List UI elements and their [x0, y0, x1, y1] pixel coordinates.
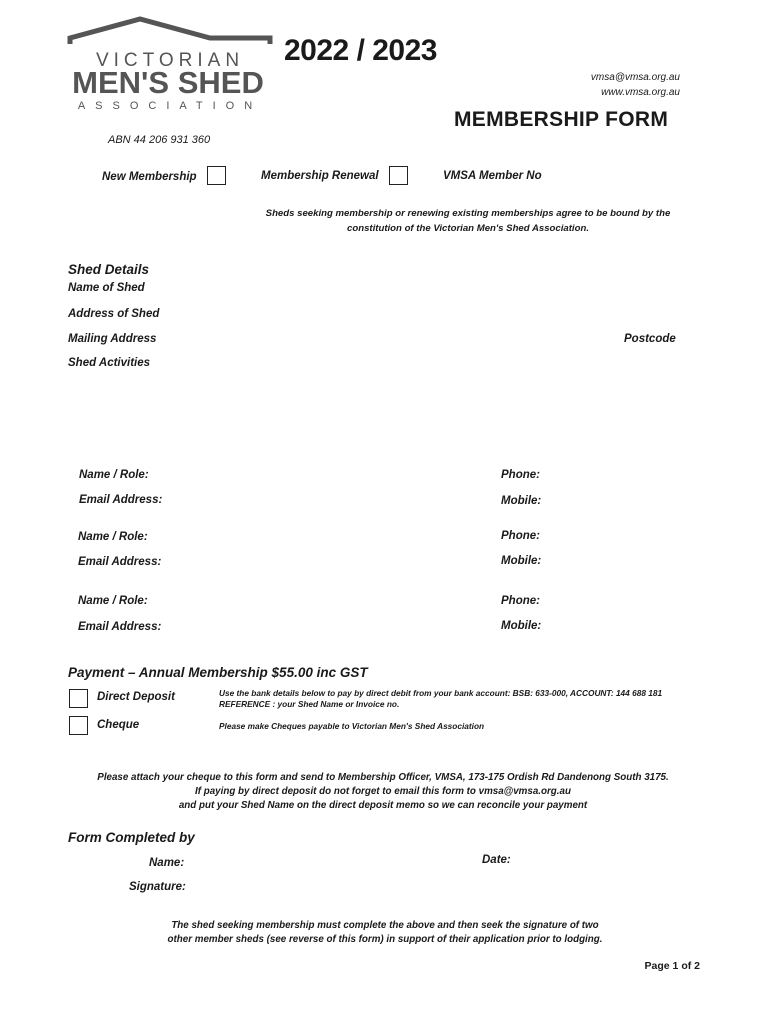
new-membership-label: New Membership: [102, 171, 197, 183]
new-membership-checkbox[interactable]: [207, 166, 226, 185]
direct-deposit-label: Direct Deposit: [97, 691, 175, 703]
contact2-name-role: Name / Role:: [78, 531, 148, 543]
logo-roof: [70, 19, 270, 44]
direct-deposit-info: [219, 688, 662, 710]
contact2-phone: Phone:: [501, 530, 540, 542]
contact2-mobile: Mobile:: [501, 555, 542, 567]
contact3-email: Email Address:: [78, 621, 162, 633]
instructions-line2: If paying by direct deposit do not forget to email this form to vmsa@vmsa.org.au: [195, 786, 571, 797]
membership-renewal-label: Membership Renewal: [261, 170, 379, 182]
contact3-phone: Phone:: [501, 595, 540, 607]
contact2-email: Email Address:: [78, 556, 162, 568]
form-title: MEMBERSHIP FORM: [454, 108, 669, 131]
contact-website[interactable]: www.vmsa.org.au: [601, 87, 680, 98]
cheque-checkbox[interactable]: [69, 716, 88, 735]
abn-number: ABN 44 206 931 360: [108, 134, 211, 146]
shed-activities-label: Shed Activities: [68, 357, 151, 369]
logo-line2: MEN'S SHED: [72, 65, 264, 100]
mailing-address-label: Mailing Address: [68, 333, 157, 345]
logo-line3: ASSOCIATION: [77, 100, 263, 112]
vmsa-logo: [66, 16, 276, 112]
address-of-shed-label: Address of Shed: [68, 308, 160, 320]
membership-renewal-checkbox[interactable]: [389, 166, 408, 185]
completed-date-label: Date:: [482, 854, 511, 866]
agreement-line1: Sheds seeking membership or renewing existing memberships agree to be bound by the: [265, 208, 671, 219]
instructions: [40, 771, 726, 813]
logo-line1: VICTORIAN: [95, 50, 245, 71]
contact1-phone: Phone:: [501, 469, 540, 481]
name-of-shed-label: Name of Shed: [68, 282, 145, 294]
agreement-line2: constitution of the Victorian Men's Shed Association.: [347, 223, 589, 234]
instructions-line3: and put your Shed Name on the direct deposit memo so we can reconcile your payment: [178, 800, 588, 811]
contact3-mobile: Mobile:: [501, 620, 542, 632]
instructions-line1: Please attach your cheque to this form and send to Membership Officer, VMSA, 173-175 Ordish Rd Dandenong South 3175.: [97, 772, 669, 783]
cheque-label: Cheque: [97, 719, 140, 731]
direct-deposit-bank-details: Use the bank details below to pay by direct debit from your bank account: BSB: 633-000, ACCOUNT: 144 688 181: [219, 688, 663, 698]
contact1-mobile: Mobile:: [501, 495, 542, 507]
contact3-name-role: Name / Role:: [78, 595, 148, 607]
footer-note: [90, 919, 680, 947]
contact-block: [591, 70, 680, 100]
completed-signature-label: Signature:: [129, 881, 186, 893]
agreement-text: [230, 206, 706, 236]
completed-name-label: Name:: [149, 857, 185, 869]
cheque-info: Please make Cheques payable to Victorian Men's Shed Association: [219, 721, 485, 731]
direct-deposit-checkbox[interactable]: [69, 689, 88, 708]
contact1-email: Email Address:: [79, 494, 163, 506]
page-number: Page 1 of 2: [644, 960, 700, 972]
contact1-name-role: Name / Role:: [79, 469, 149, 481]
membership-year: 2022 / 2023: [284, 34, 437, 67]
vmsa-member-no-label: VMSA Member No: [443, 170, 542, 182]
footer-note-line1: The shed seeking membership must complete the above and then seek the signature of two: [171, 920, 599, 931]
direct-deposit-reference: REFERENCE : your Shed Name or Invoice no.: [219, 699, 400, 709]
contact-email[interactable]: vmsa@vmsa.org.au: [590, 72, 680, 83]
payment-heading: Payment – Annual Membership $55.00 inc GST: [68, 665, 368, 680]
footer-note-line2: other member sheds (see reverse of this form) in support of their application prior to lodging.: [167, 934, 603, 945]
shed-details-heading: Shed Details: [68, 262, 150, 277]
form-completed-heading: Form Completed by: [68, 830, 195, 845]
postcode-label: Postcode: [624, 333, 676, 345]
